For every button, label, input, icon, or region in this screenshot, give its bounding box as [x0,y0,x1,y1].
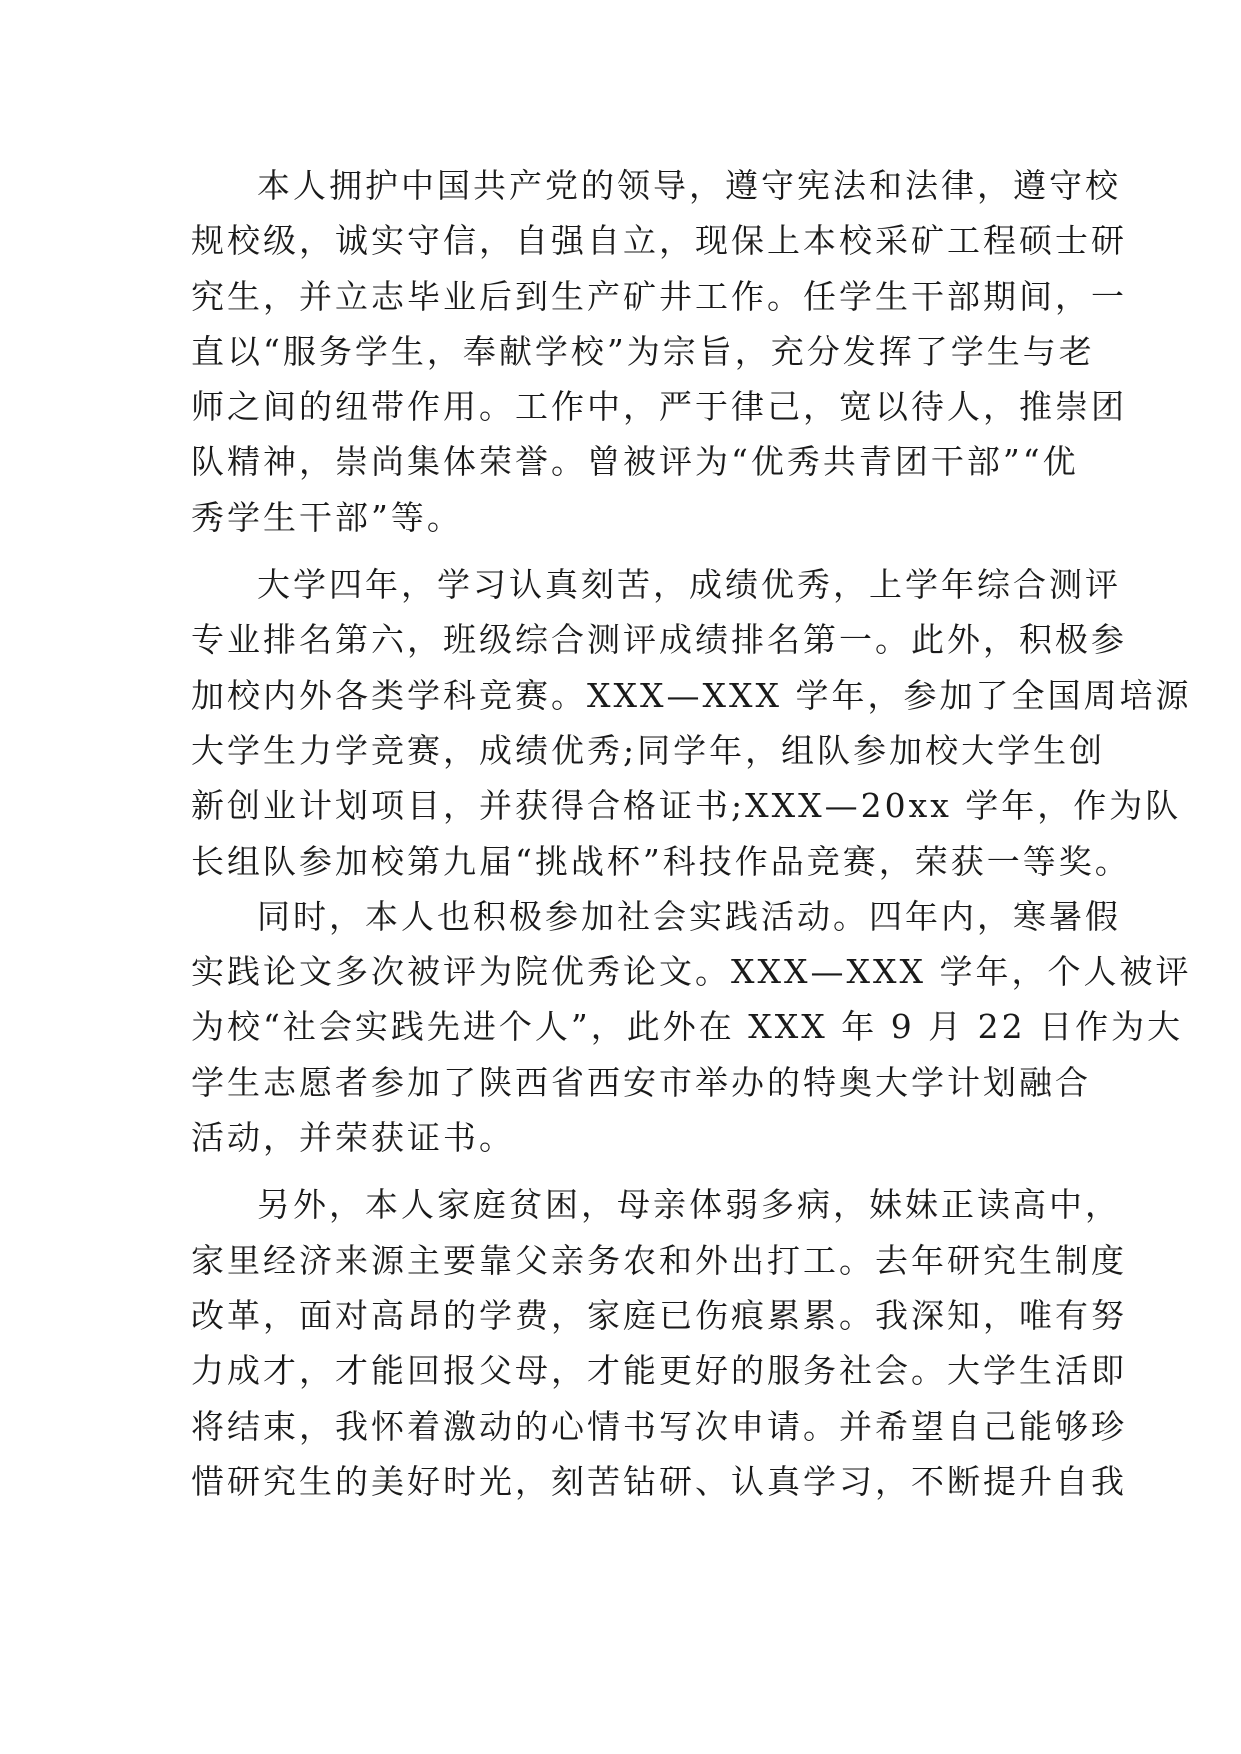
text-line: 新创业计划项目，并获得合格证书;XXX—20xx 学年，作为队 [191,786,1182,826]
text-line: 队精神，崇尚集体荣誉。曾被评为“优秀共青团干部”“优 [191,442,1079,482]
text-line: 实践论文多次被评为院优秀论文。XXX—XXX 学年，个人被评 [191,952,1192,992]
text-line: 秀学生干部”等。 [191,497,463,537]
text-line: 将结束，我怀着激动的心情书写次申请。并希望自己能够珍 [191,1406,1127,1446]
text-line: 师之间的纽带作用。工作中，严于律己，宽以待人，推崇团 [191,387,1127,427]
paragraph-1 [191,158,1127,545]
text-line: 同时，本人也积极参加社会实践活动。四年内，寒暑假 [257,896,1121,936]
text-line: 本人拥护中国共产党的领导，遵守宪法和法律，遵守校 [257,166,1121,205]
text-line: 规校级，诚实守信，自强自立，现保上本校采矿工程硕士研 [191,221,1127,261]
text-line: 为校“社会实践先进个人”，此外在 XXX 年 9 月 22 日作为大 [191,1007,1184,1047]
text-line: 改革，面对高昂的学费，家庭已伤痕累累。我深知，唯有努 [191,1295,1127,1335]
text-line: 专业排名第六，班级综合测评成绩排名第一。此外，积极参 [191,620,1127,660]
text-line: 加校内外各类学科竞赛。XXX—XXX 学年，参加了全国周培源 [191,675,1192,715]
text-line: 长组队参加校第九届“挑战杯”科技作品竞赛，荣获一等奖。 [191,841,1131,881]
text-line: 力成才，才能回报父母，才能更好的服务社会。大学生活即 [191,1351,1127,1391]
text-line: 究生，并立志毕业后到生产矿井工作。任学生干部期间，一 [191,276,1127,316]
paragraph-2 [191,557,1192,889]
text-line: 活动，并荣获证书。 [191,1118,515,1158]
text-line: 惜研究生的美好时光，刻苦钻研、认真学习，不断提升自我 [191,1461,1127,1501]
paragraph-4 [191,1177,1127,1509]
text-line: 大学生力学竞赛，成绩优秀;同学年，组队参加校大学生创 [191,730,1106,770]
text-line: 大学四年，学习认真刻苦，成绩优秀，上学年综合测评 [257,565,1121,605]
text-line: 家里经济来源主要靠父亲务农和外出打工。去年研究生制度 [191,1240,1127,1280]
paragraph-3 [191,889,1192,1165]
text-line: 直以“服务学生，奉献学校”为宗旨，充分发挥了学生与老 [191,331,1095,371]
text-line: 学生志愿者参加了陕西省西安市举办的特奥大学计划融合 [191,1062,1091,1102]
document-body [191,158,1192,1509]
text-line: 另外，本人家庭贫困，母亲体弱多病，妹妹正读高中， [257,1185,1121,1225]
